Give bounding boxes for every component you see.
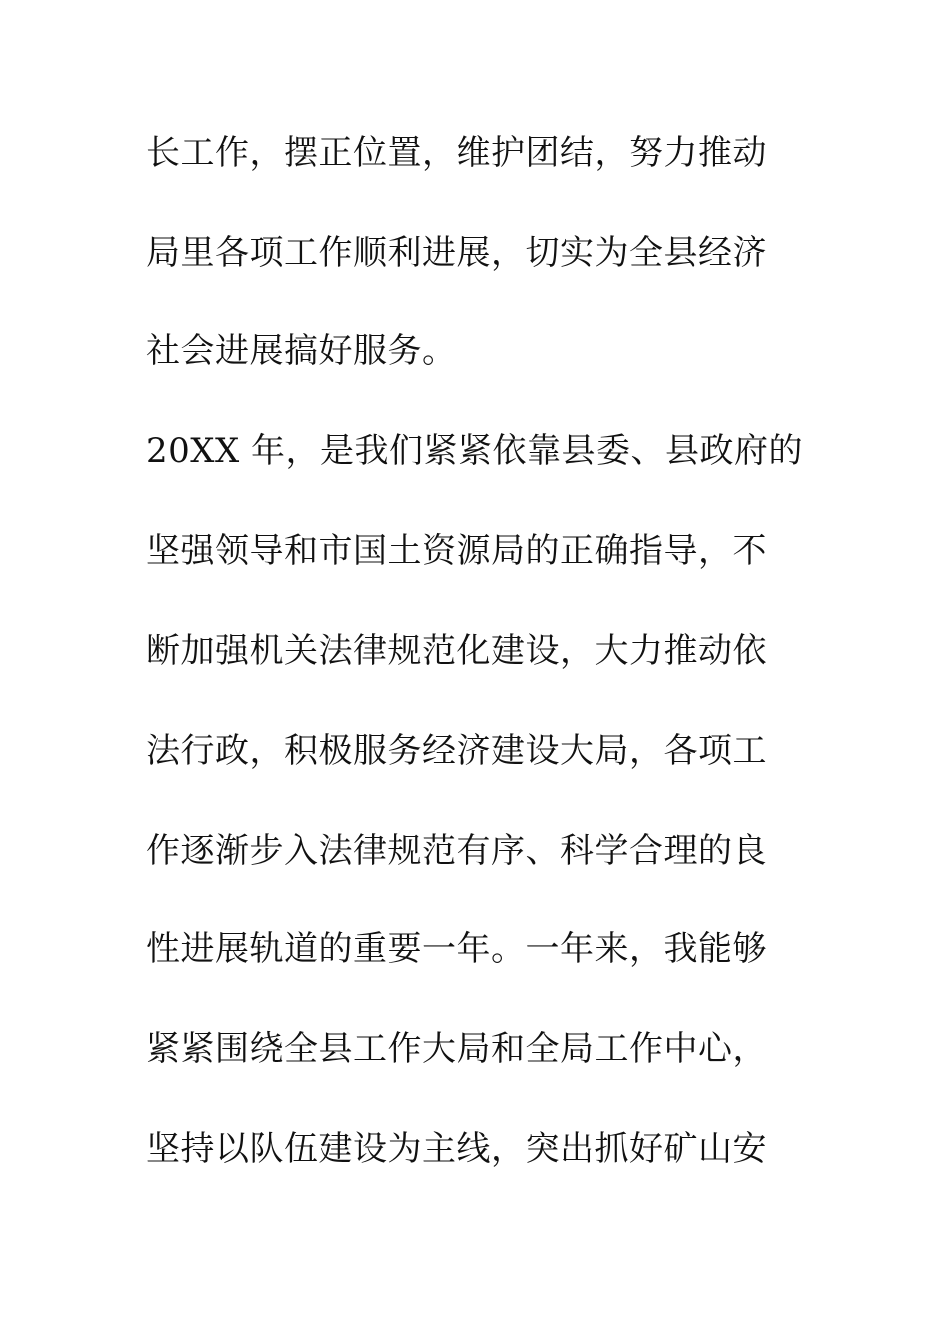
paragraph-2-line-1: 20XX 年，是我们紧紧依靠县委、县政府的: [146, 431, 803, 471]
paragraph-2-line-2: 坚强领导和市国土资源局的正确指导，不: [146, 531, 767, 571]
paragraph-2-line-7: 紧紧围绕全县工作大局和全局工作中心，: [146, 1029, 767, 1069]
paragraph-2-line-4: 法行政，积极服务经济建设大局，各项工: [146, 731, 767, 771]
paragraph-1-line-1: 长工作，摆正位置，维护团结，努力推动: [146, 133, 767, 173]
paragraph-2-line-3: 断加强机关法律规范化建设，大力推动依: [146, 631, 767, 671]
paragraph-2-line-5: 作逐渐步入法律规范有序、科学合理的良: [146, 831, 767, 871]
paragraph-1-line-2: 局里各项工作顺利进展，切实为全县经济: [146, 233, 767, 273]
paragraph-2-line-8: 坚持以队伍建设为主线，突出抓好矿山安: [146, 1129, 767, 1169]
paragraph-2-line-6: 性进展轨道的重要一年。一年来，我能够: [146, 929, 767, 969]
paragraph-1-line-3: 社会进展搞好服务。: [146, 331, 457, 371]
